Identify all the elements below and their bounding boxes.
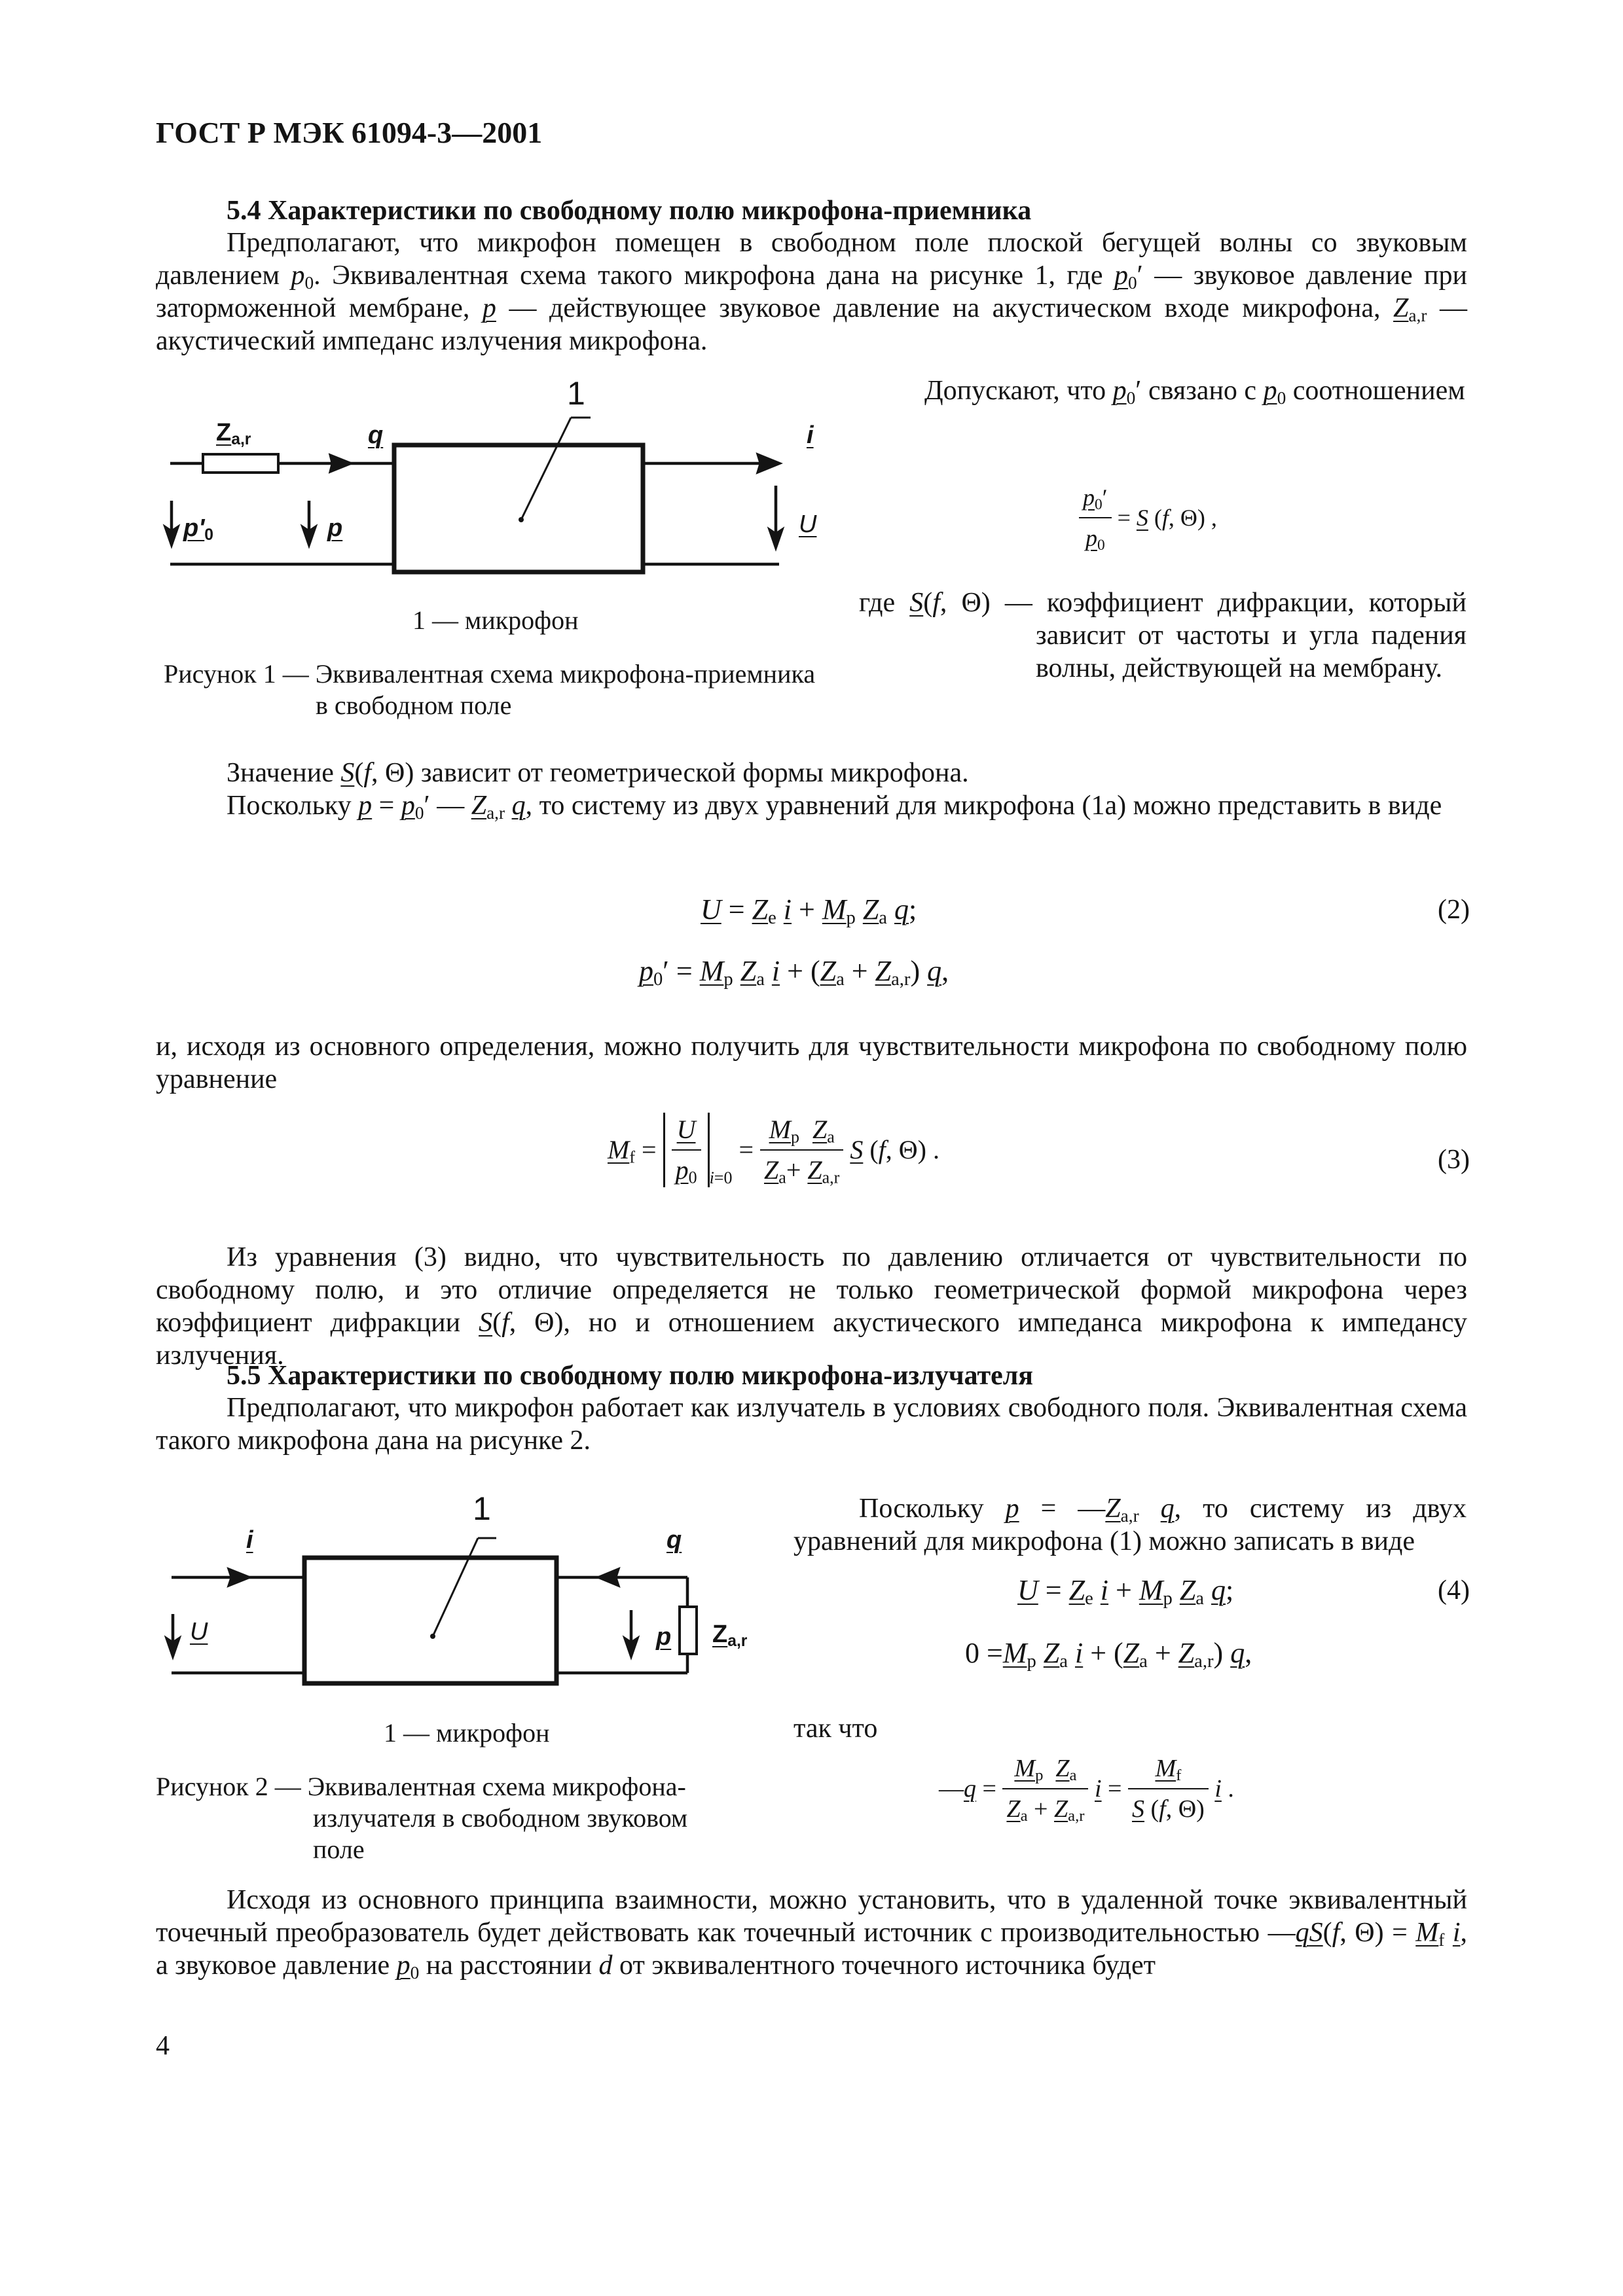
- figure-2-label-z: $Z_{a,r}$: [712, 1621, 748, 1651]
- equation-4-line-1: $U = Z_e$ $i + M_p$ $Z_a$ q;: [1017, 1574, 1234, 1609]
- section-5-4-title: 5.4 Характеристики по свободному полю микрофона-приемника: [227, 196, 1032, 226]
- document-header: ГОСТ Р МЭК 61094-3—2001: [156, 116, 543, 149]
- section-5-4-paragraph-2: Значение S(f, Θ) зависит от геометрической формы микрофона.: [227, 758, 969, 788]
- section-5-5-paragraph-1: Предполагают, что микрофон работает как излучатель в условиях свободного поля. Эквивалентная схема такого микрофона дана на рисунке 2.: [156, 1393, 1467, 1456]
- equation-diffraction-ratio: $\frac{p_0'}{p_0}$ = S (f, Θ) ,: [1079, 480, 1217, 555]
- figure-2-label-u: U: [190, 1618, 208, 1645]
- section-5-5-paragraph-2: Исходя из основного принципа взаимности, можно установить, что в удаленной точке эквивалентный точечный преобразователь будет действовать как точечный источник с производительностью —qS(f, $\Theta) = M_f$ i, а звуковое давление $p_0$ на расстоянии d от эквивалентного точечного источника будет: [156, 1885, 1468, 1982]
- figure-1-legend: 1 — микрофон: [412, 605, 579, 635]
- section-5-5-side-text: Поскольку $p = —Z_{a,r}$ q, то систему из двух уравнений для микрофона (1) можно записать в виде: [793, 1494, 1467, 1556]
- equation-3: $M_f$ = $\frac{U}{p_0}$ $_{i=0}$ = $\frac{M_p Z_a}{Z_a+ Z_{a,r}}$ S (f, Θ) .: [608, 1113, 939, 1187]
- equation-2-line-2: $p_0' = M_p$ $Z_a$ $i + (Z_a + Z_{a,r})$ q,: [639, 955, 949, 990]
- figure-1-label-z: $Z_{a,r}$: [216, 419, 251, 449]
- section-5-5-so-that: так что: [793, 1713, 878, 1744]
- figure-2-label-p: p: [656, 1623, 672, 1651]
- equation-4-number: (4): [1438, 1575, 1470, 1605]
- equation-2-line-1: $U = Z_e$ $i + M_p$ $Z_a$ q;: [701, 893, 917, 929]
- figure-2-diagram: [164, 1492, 753, 1689]
- figure-1-label-i: i: [807, 422, 814, 449]
- section-5-4-paragraph-3: Поскольку $p = p_0'$ — $Z_{a,r}$ q, то систему из двух уравнений для микрофона (1а) можно представить в виде: [227, 791, 1442, 823]
- section-5-4-side-text: Допускают, что $p_0'$ связано с $p_0$ соотношением: [924, 376, 1465, 408]
- equation-3-number: (3): [1438, 1145, 1470, 1175]
- figure-2-caption: Рисунок 2 — Эквивалентная схема микрофона-излучателя в свободном звуковом поле: [156, 1772, 688, 1864]
- figure-1-caption: Рисунок 1 — Эквивалентная схема микрофона-приемника в свободном поле: [164, 659, 816, 720]
- figure-1-label-q: q: [368, 422, 384, 449]
- section-5-4-paragraph-4: и, исходя из основного определения, можно получить для чувствительности микрофона по свободному полю уравнение: [156, 1031, 1467, 1094]
- figure-1-diagram: [164, 373, 818, 569]
- section-5-5-title: 5.5 Характеристики по свободному полю микрофона-излучателя: [227, 1361, 1034, 1391]
- section-5-4-where-text: где S(f, Θ) — коэффициент дифракции, который зависит от частоты и угла падения волны, действующей на мембрану.: [859, 588, 1467, 683]
- figure-2-callout: 1: [473, 1490, 491, 1527]
- figure-1-label-p: p: [327, 514, 343, 542]
- figure-2-label-q: q: [666, 1526, 682, 1554]
- section-5-4-paragraph-5: Из уравнения (3) видно, что чувствительность по давлению отличается от чувствительности по свободному полю, и это отличие определяется не только геометрической формой микрофона через коэффициент дифракции S(f, Θ), но и отношением акустического импеданса микрофона к импедансу излучения.: [156, 1242, 1467, 1371]
- figure-2-legend: 1 — микрофон: [384, 1718, 550, 1748]
- figure-1-label-u: U: [799, 511, 817, 538]
- figure-2-label-i: i: [246, 1526, 253, 1554]
- page-number: 4: [156, 2031, 170, 2061]
- section-5-4-paragraph-1: Предполагают, что микрофон помещен в свободном поле плоской бегущей волны со звуковым давлением $p_0$. Эквивалентная схема такого микрофона дана на рисунке 1, где $p_0'$ — звуковое давление при заторможенной мембране, p — действующее звуковое давление на акустическом входе микрофона, $Z_{a,r}$ — акустический импеданс излучения микрофона.: [156, 228, 1468, 356]
- equation-q-source: —q = $\frac{M_p Z_a}{Z_a + Z_{a,r}}$ i = $\frac{M_f}{S (f, \Theta)}$ i .: [939, 1751, 1234, 1826]
- figure-1-label-p0: $p'_0$: [183, 514, 213, 545]
- equation-2-number: (2): [1438, 895, 1470, 925]
- figure-1-callout: 1: [567, 375, 585, 412]
- equation-4-line-2: $0 =M_p$ $Z_a$ $i + (Z_a + Z_{a,r})$ q,: [965, 1637, 1252, 1672]
